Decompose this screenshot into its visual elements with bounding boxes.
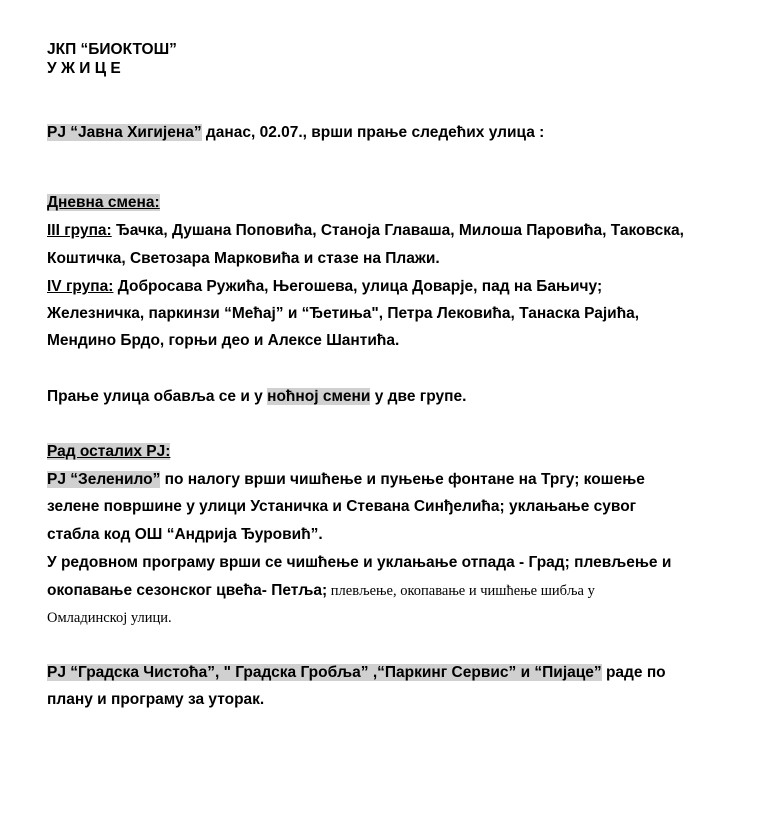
group4-label: IV група:	[47, 278, 114, 295]
closing-line-1: РЈ “Градска Чистоћа”, " Градска Гробља” ,“Паркинг Сервис” и “Пијаце” раде по	[47, 664, 666, 681]
group4-line-2: Железничка, паркинзи “Мећај” и “Ђетиња", Петра Лековића, Танаска Рајића,	[47, 305, 640, 322]
organization-name: ЈКП “БИОКТОШ”	[47, 41, 177, 58]
group4-line-3: Мендино Брдо, горњи део и Алексе Шантића.	[47, 332, 400, 349]
regular-line-3: Омладинској улици.	[47, 610, 172, 626]
unit-highlight: РЈ “Јавна Хигијена”	[47, 124, 202, 141]
group3-line-2: Коштичка, Светозара Марковића и стазе на Плажи.	[47, 250, 440, 267]
zelenilo-line-1: РЈ “Зеленило” по налогу врши чишћење и пуњење фонтане на Тргу; кошење	[47, 471, 645, 488]
group3-label: III група:	[47, 222, 112, 239]
group3-line-1: III група: Ђачка, Душана Поповића, Станоја Главаша, Милоша Паровића, Таковска,	[47, 222, 684, 239]
city-name: У Ж И Ц Е	[47, 60, 121, 77]
closing-units-highlight: РЈ “Градска Чистоћа”, " Градска Гробља” ,“Паркинг Сервис” и “Пијаце”	[47, 664, 602, 681]
other-units-title: Рад осталих РЈ:	[47, 443, 171, 460]
zelenilo-line-2: зелене површине у улици Устаничка и Стевана Синђелића; уклањање сувог	[47, 498, 637, 515]
night-shift-line: Прање улица обавља се и у ноћној смени у две групе.	[47, 388, 467, 405]
document-header	[47, 40, 177, 78]
group4-line-1: IV група: Добросава Ружића, Његошева, улица Доварје, пад на Бањичу;	[47, 278, 603, 295]
regular-line-1: У редовном програму врши се чишћење и уклањање отпада - Град; плевљење и	[47, 554, 672, 571]
zelenilo-line-3: стабла код ОШ “Андрија Ђуровић”.	[47, 526, 323, 543]
intro-line	[47, 123, 544, 143]
day-shift-title: Дневна смена:	[47, 194, 160, 211]
closing-line-2: плану и програму за уторак.	[47, 691, 265, 708]
intro-text: данас, 02.07., врши прање следећих улица :	[201, 124, 545, 141]
regular-line-2: окопавање сезонског цвећа- Петља; плевљење, окопавање и чишћење шибља у	[47, 582, 595, 599]
zelenilo-label: РЈ “Зеленило”	[47, 471, 161, 488]
night-shift-highlight: ноћној смени	[267, 388, 371, 405]
